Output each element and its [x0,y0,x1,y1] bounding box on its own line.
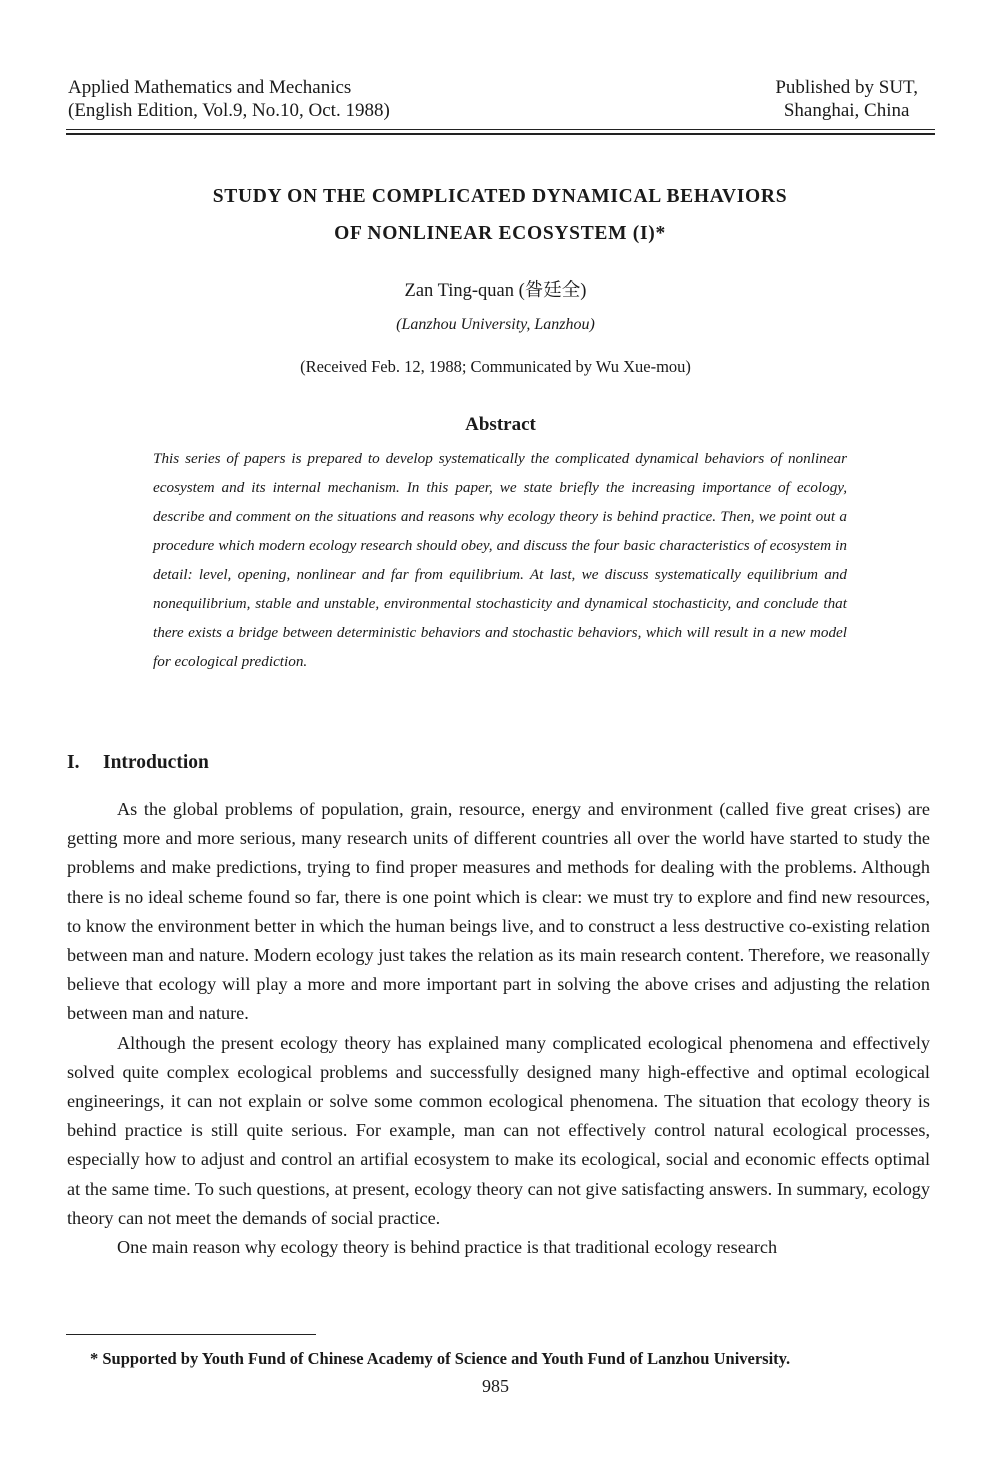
title-line-2: OF NONLINEAR ECOSYSTEM (I)* [334,223,666,244]
publisher-header [775,76,918,122]
publisher-location: Shanghai, China [783,100,910,121]
header-rule-thin [66,129,935,130]
footnote-rule [66,1334,316,1335]
paper-title [100,178,900,252]
header-rule-thick [66,133,935,135]
journal-name: Applied Mathematics and Mechanics [68,77,352,98]
body-paragraph-3: One main reason why ecology theory is behind practice is that traditional ecology research [117,1237,778,1258]
received-note: (Received Feb. 12, 1988; Communicated by Wu Xue-mou) [300,357,691,376]
footnote: * Supported by Youth Fund of Chinese Academy of Science and Youth Fund of Lanzhou University. [90,1349,791,1368]
abstract-heading: Abstract [465,414,536,435]
body-paragraph-1: As the global problems of population, grain, resource, energy and environment (called five great crises) are getting more and more serious, many research units of different countries all over the world have started to study the problems and make predictions, trying to find proper measures and methods for dealing with the problems. Although there is no ideal scheme found so far, there is one point which is clear: we must try to explore and find new resources, to know the environment better in which the human beings live, and to construct a less destructive co-existing relation between man and nature. Modern ecology just takes the relation as its main research content. Therefore, we reasonally believe that ecology will play a more and more important part in solving the above crises and adjusting the relation between man and nature. [67,799,930,1024]
section-title: Introduction [103,752,209,773]
page-number: 985 [482,1376,509,1396]
author-affiliation: (Lanzhou University, Lanzhou) [396,316,595,333]
section-number: I. [67,752,80,773]
body-text [67,795,930,1262]
publisher-name: Published by SUT, [775,77,918,98]
title-line-1: STUDY ON THE COMPLICATED DYNAMICAL BEHAVIORS [212,186,788,207]
journal-edition: (English Edition, Vol.9, No.10, Oct. 1988) [68,100,390,121]
author-name: Zan Ting-quan (昝廷全) [404,281,587,301]
journal-header [68,76,390,122]
body-paragraph-2: Although the present ecology theory has explained many complicated ecological phenomena and effectively solved quite complex ecological problems and successfully designed many high-effective and optimal ecological engineerings, it can not explain or solve some common ecological phenomena. The situation that ecology theory is behind practice is still quite serious. For example, man can not effectively control natural ecological processes, especially how to adjust and control an artifial ecosystem to make its ecological, social and economic effects optimal at the same time. To such questions, at present, ecology theory can not give satisfacting answers. In summary, ecology theory can not meet the demands of social practice. [67,1032,930,1228]
section-heading [67,752,209,774]
abstract-text: This series of papers is prepared to develop systematically the complicated dynamical behaviors of nonlinear ecosystem and its internal mechanism. In this paper, we state briefly the increasing importance of ecology, describe and comment on the situations and reasons why ecology theory is behind practice. Then, we point out a procedure which modern ecology research should obey, and discuss the four basic characteristics of ecosystem in detail: level, opening, nonlinear and far from equilibrium. At last, we discuss systematically equilibrium and nonequilibrium, stable and unstable, environmental stochasticity and dynamical stochasticity, and conclude that there exists a bridge between deterministic behaviors and stochastic behaviors, which will result in a new model for ecological prediction. [153,450,847,670]
